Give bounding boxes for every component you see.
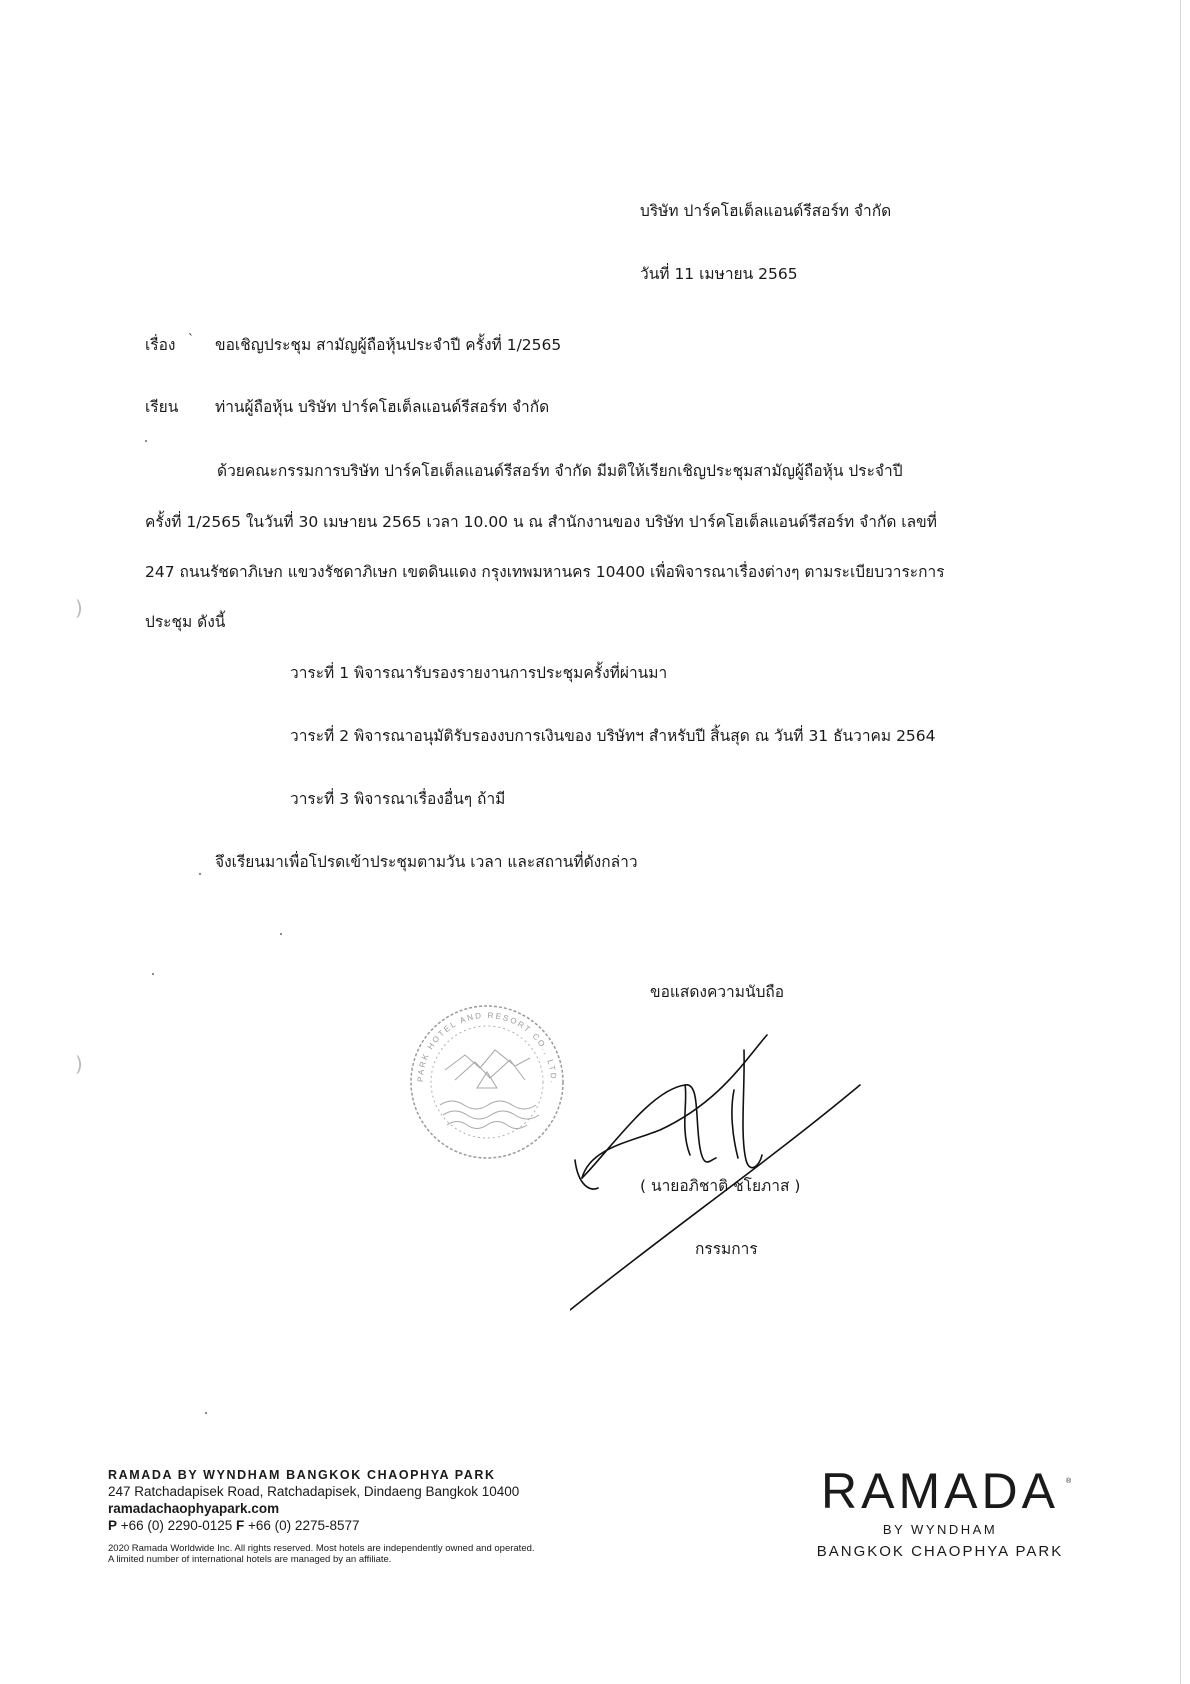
scan-speck [145, 440, 147, 442]
letterhead-footer [108, 1468, 535, 1566]
salutation: ขอแสดงความนับถือ [650, 983, 785, 1001]
hotel-name: RAMADA BY WYNDHAM BANGKOK CHAOPHYA PARK [108, 1468, 496, 1482]
page-edge-line [1180, 0, 1181, 1684]
body-line: ครั้งที่ 1/2565 ในวันที่ 30 เมษายน 2565 เวลา 10.00 น ณ สำนักงานของ บริษัท ปาร์คโฮเต็ลแอนด์รีสอร์ท จำกัด เลขที่ [145, 513, 937, 531]
scan-speck [280, 933, 282, 935]
body-line: 247 ถนนรัชดาภิเษก แขวงรัชดาภิเษก เขตดินแดง กรุงเทพมหานคร 10400 เพื่อพิจารณาเรื่องต่างๆ ตามระเบียบวาระการ [145, 563, 945, 581]
seal-text: PARK HOTEL AND RESORT CO., LTD. [415, 1010, 559, 1085]
letter-date: วันที่ 11 เมษายน 2565 [640, 265, 798, 283]
body-line: ด้วยคณะกรรมการบริษัท ปาร์คโฮเต็ลแอนด์รีสอร์ท จำกัด มีมติให้เรียกเชิญประชุมสามัญผู้ถือหุ้น ประจำปี [217, 462, 903, 480]
brand-by-line: BY WYNDHAM [882, 1522, 998, 1537]
punch-hole-mark: ) [75, 1052, 83, 1076]
company-seal [405, 1000, 570, 1165]
tick-mark: ` [188, 332, 194, 346]
trademark-symbol: ® [1066, 1478, 1072, 1485]
signatory-title: กรรมการ [695, 1240, 758, 1258]
agenda-item-2: วาระที่ 2 พิจารณาอนุมัติรับรองงบการเงินของ บริษัทฯ สำหรับปี สิ้นสุด ณ วันที่ 31 ธันวาคม 2564 [290, 727, 936, 745]
recipient-label: เรียน [145, 398, 179, 416]
ramada-logo [790, 1463, 1090, 1560]
signatory-name: ( นายอภิชาติ ชโยภาส ) [640, 1177, 801, 1195]
body-line: ประชุม ดังนี้ [145, 613, 226, 631]
hotel-address: 247 Ratchadapisek Road, Ratchadapisek, Dindaeng Bangkok 10400 [108, 1484, 520, 1499]
brand-name: RAMADA [821, 1463, 1059, 1519]
scan-speck [152, 973, 154, 975]
subject-label: เรื่อง [145, 336, 176, 354]
fax-number: +66 (0) 2275-8577 [248, 1518, 360, 1533]
copyright-line: A limited number of international hotels are managed by an affiliate. [108, 1554, 392, 1566]
hotel-contacts [108, 1518, 535, 1533]
subject-text: ขอเชิญประชุม สามัญผู้ถือหุ้นประจำปี ครั้งที่ 1/2565 [215, 336, 562, 354]
closing-line: จึงเรียนมาเพื่อโปรดเข้าประชุมตามวัน เวลา และสถานที่ดังกล่าว [215, 853, 638, 871]
svg-text:PARK HOTEL AND RESORT CO., LTD [416, 1011, 558, 1085]
phone-number: +66 (0) 2290-0125 [120, 1518, 233, 1533]
scan-speck [205, 1412, 207, 1414]
agenda-item-1: วาระที่ 1 พิจารณารับรองรายงานการประชุมครั้งที่ผ่านมา [290, 664, 668, 682]
copyright-notice [108, 1543, 535, 1566]
brand-property: BANGKOK CHAOPHYA PARK [816, 1543, 1064, 1560]
copyright-line: 2020 Ramada Worldwide Inc. All rights reserved. Most hotels are independently owned and operated. [108, 1543, 535, 1554]
agenda-item-3: วาระที่ 3 พิจารณาเรื่องอื่นๆ ถ้ามี [290, 790, 506, 808]
fax-label: F [236, 1518, 245, 1533]
scan-speck [199, 873, 201, 875]
hotel-website: ramadachaophyapark.com [108, 1501, 280, 1516]
phone-label: P [108, 1518, 118, 1533]
recipient-text: ท่านผู้ถือหุ้น บริษัท ปาร์คโฮเต็ลแอนด์รีสอร์ท จำกัด [215, 398, 550, 416]
punch-hole-mark: ) [75, 596, 83, 620]
company-name: บริษัท ปาร์คโฮเต็ลแอนด์รีสอร์ท จำกัด [640, 202, 892, 220]
handwritten-signature [570, 1030, 900, 1320]
